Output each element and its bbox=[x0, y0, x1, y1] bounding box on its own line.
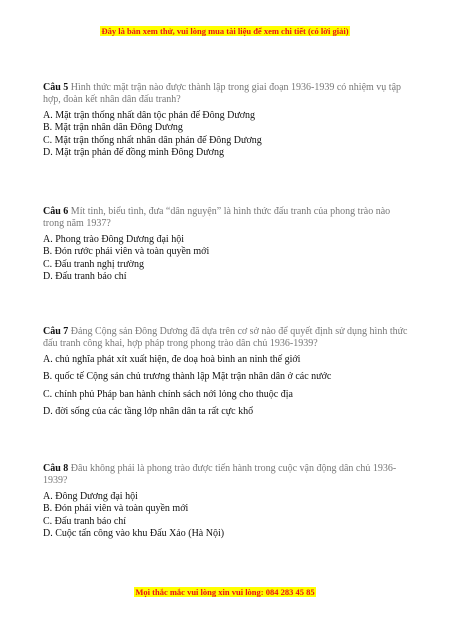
option-d: D. đời sống của các tầng lớp nhân dân ta rất cực khổ bbox=[43, 406, 254, 418]
option-d: D. Đấu tranh báo chí bbox=[43, 271, 127, 283]
question-body: Mít tinh, biểu tình, đưa “dân nguyện” là hình thức đấu tranh của phong trào nào trong năm 1937? bbox=[43, 206, 391, 229]
option-d: D. Mặt trận phản đế đồng minh Đông Dương bbox=[43, 147, 224, 159]
question-body: Hình thức mặt trận nào được thành lập trong giai đoạn 1936-1939 có nhiệm vụ tập hợp, đoàn kết nhân dân đấu tranh? bbox=[43, 82, 402, 105]
preview-notice-text: Đây là bản xem thử, vui lòng mua tài liệu để xem chi tiết (có lời giải) bbox=[101, 26, 349, 36]
option-d: D. Cuộc tấn công vào khu Đấu Xảo (Hà Nội) bbox=[43, 528, 225, 540]
question-text bbox=[43, 82, 408, 106]
option-b: B. Mặt trận nhân dân Đông Dương bbox=[43, 122, 183, 134]
option-a: A. Phong trào Đông Dương đại hội bbox=[43, 234, 184, 245]
question-text bbox=[43, 326, 408, 350]
question-text bbox=[43, 206, 408, 230]
option-a: A. Đông Dương đại hội bbox=[43, 491, 138, 502]
question-number: Câu 7 bbox=[43, 326, 69, 337]
contact-notice-text: Mọi thắc mắc vui lòng xin vui lòng: 084 283 45 85 bbox=[135, 587, 315, 597]
preview-notice bbox=[0, 26, 450, 36]
question-number: Câu 5 bbox=[43, 82, 69, 93]
question-text bbox=[43, 463, 408, 487]
question-8 bbox=[43, 463, 408, 541]
option-b: B. quốc tế Cộng sản chủ trương thành lập Mặt trận nhân dân ở các nước bbox=[43, 371, 332, 383]
option-c: C. Đấu tranh báo chí bbox=[43, 515, 127, 527]
option-c: C. Đấu tranh nghị trường bbox=[43, 258, 144, 270]
option-b: B. Đón phái viên và toàn quyền mới bbox=[43, 503, 189, 515]
question-7 bbox=[43, 326, 408, 419]
question-number: Câu 8 bbox=[43, 463, 69, 474]
option-c: C. chính phủ Pháp ban hành chính sách nới lỏng cho thuộc địa bbox=[43, 388, 293, 400]
option-a: A. Mặt trận thống nhất dân tộc phản đế Đông Dương bbox=[43, 110, 256, 121]
contact-notice bbox=[0, 587, 450, 597]
question-6 bbox=[43, 206, 408, 284]
question-body: Đâu không phải là phong trào được tiến hành trong cuộc vận động dân chủ 1936-1939? bbox=[43, 463, 397, 486]
option-c: C. Mặt trận thống nhất nhân dân phản đế Đông Dương bbox=[43, 134, 262, 146]
option-a: A. chủ nghĩa phát xít xuất hiện, đe doạ hoà bình an ninh thế giới bbox=[43, 354, 301, 365]
option-b: B. Đón rước phái viên và toàn quyền mới bbox=[43, 246, 210, 258]
question-5 bbox=[43, 82, 408, 160]
question-number: Câu 6 bbox=[43, 206, 69, 217]
question-body: Đảng Cộng sản Đông Dương đã dựa trên cơ sở nào để quyết định sử dụng hình thức đấu tranh công khai, hợp pháp trong phong trào dân chủ 1936-1939? bbox=[43, 326, 408, 349]
